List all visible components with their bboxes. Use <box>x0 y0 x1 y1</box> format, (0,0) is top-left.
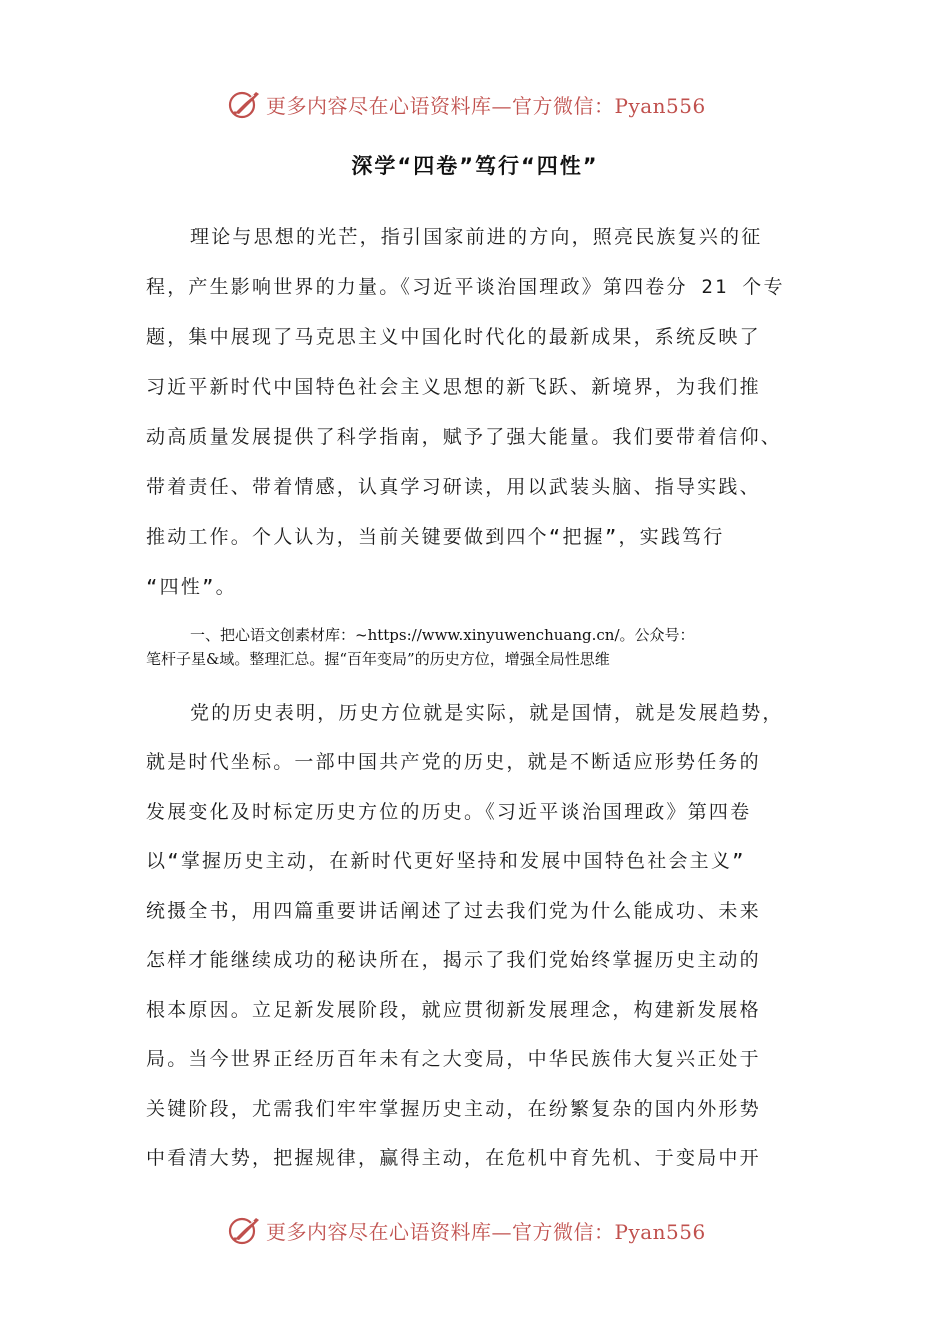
paragraph-line: 中看清大势，把握规律，赢得主动，在危机中育先机、于变局中开 <box>146 1147 761 1169</box>
paragraph-line: 根本原因。立足新发展阶段，就应贯彻新发展理念，构建新发展格 <box>146 999 761 1021</box>
paragraph-line: 怎样才能继续成功的秘诀所在，揭示了我们党始终掌握历史主动的 <box>146 949 761 971</box>
paragraph-line: 统摄全书，用四篇重要讲话阐述了过去我们党为什么能成功、未来 <box>146 900 761 922</box>
paragraph-line: 局。当今世界正经历百年未有之大变局，中华民族伟大复兴正处于 <box>146 1048 761 1070</box>
paragraph-line: 动高质量发展提供了科学指南，赋予了强大能量。我们要带着信仰、 <box>146 426 783 448</box>
paragraph-line: 程，产生影响世界的力量。《习近平谈治国理政》第四卷分 21 个专 <box>146 276 785 298</box>
paragraph-line: 以“掌握历史主动，在新时代更好坚持和发展中国特色社会主义” <box>146 850 746 872</box>
paragraph-line: 关键阶段，尤需我们牢牢掌握历史主动，在纷繁复杂的国内外形势 <box>146 1098 761 1120</box>
section-heading: 笔杆子星&域。整理汇总。握“百年变局”的历史方位，增强全局性思维 <box>146 650 610 668</box>
quill-pen-icon <box>226 86 262 122</box>
document-title: 深学“四卷”笃行“四性” <box>351 154 599 178</box>
paragraph-line: 发展变化及时标定历史方位的历史。《习近平谈治国理政》第四卷 <box>146 801 752 823</box>
paragraph-line: 带着责任、带着情感，认真学习研读，用以武装头脑、指导实践、 <box>146 476 761 498</box>
banner-text: 更多内容尽在心语资料库—官方微信：Pyan556 <box>266 1219 706 1244</box>
banner-text: 更多内容尽在心语资料库—官方微信：Pyan556 <box>266 93 706 118</box>
paragraph-line: 理论与思想的光芒，指引国家前进的方向，照亮民族复兴的征 <box>190 226 763 248</box>
paragraph-line: 习近平新时代中国特色社会主义思想的新飞跃、新境界，为我们推 <box>146 376 761 398</box>
header-banner <box>226 84 726 124</box>
paragraph-line: 党的历史表明，历史方位就是实际，就是国情，就是发展趋势， <box>190 702 784 724</box>
paragraph-line: 题，集中展现了马克思主义中国化时代化的最新成果，系统反映了 <box>146 326 761 348</box>
section-heading: 一、把心语文创素材库：~https://www.xinyuwenchuang.cn/。公众号： <box>190 626 695 644</box>
paragraph-line: 推动工作。个人认为，当前关键要做到四个“把握”，实践笃行 <box>146 526 725 548</box>
paragraph-line: 就是时代坐标。一部中国共产党的历史，就是不断适应形势任务的 <box>146 751 761 773</box>
quill-pen-icon <box>226 1212 262 1248</box>
paragraph-line: “四性”。 <box>146 576 237 598</box>
footer-banner <box>226 1210 726 1250</box>
